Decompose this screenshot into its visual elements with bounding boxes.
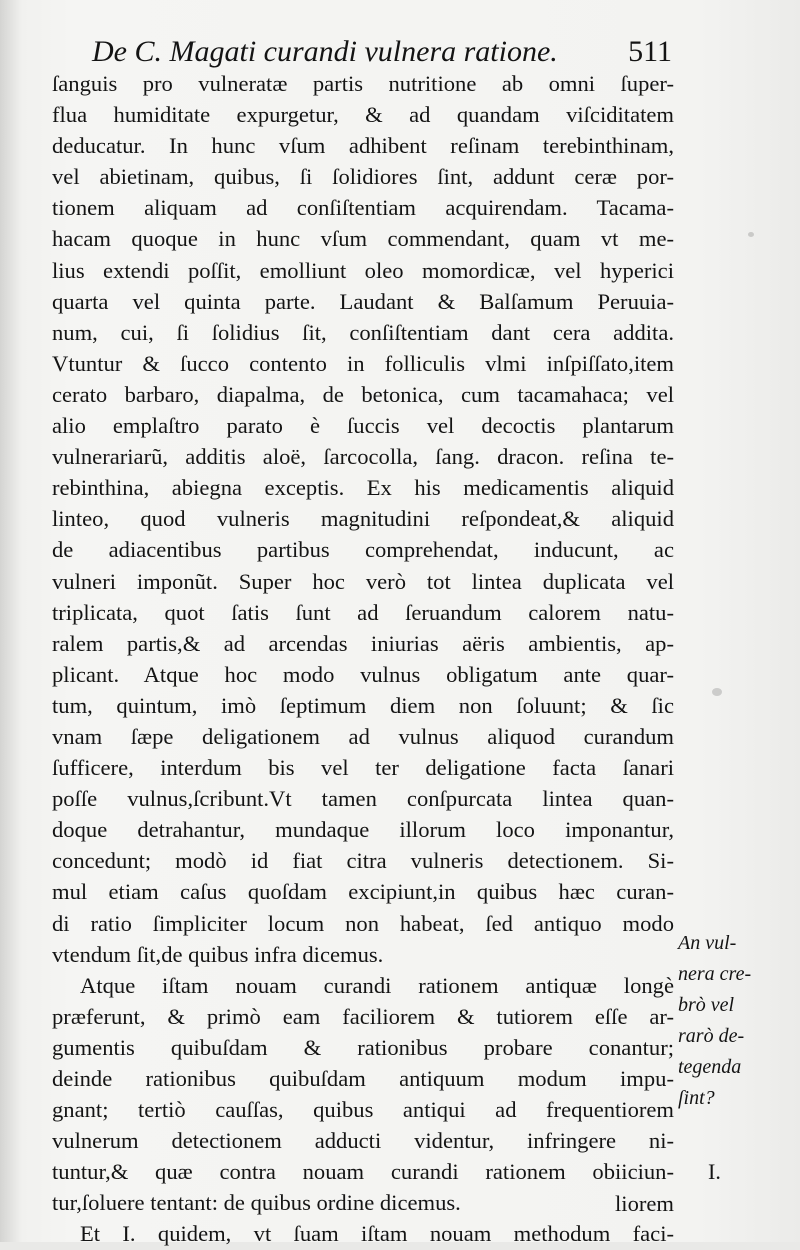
text-line: præferunt, & primò eam faciliorem & tutiorem eſſe ar- [52, 1003, 674, 1029]
text-line: deducatur. In hunc vſum adhibent reſinam terebinthinam, [52, 133, 674, 159]
margin-note-line: brò vel [678, 994, 735, 1017]
margin-note-line: tegenda [678, 1056, 742, 1079]
margin-note-line: nera cre- [678, 963, 752, 986]
text-line: Et I. quidem, vt ſuam iſtam nouam methodum faci- [80, 1221, 674, 1247]
body-text [52, 68, 674, 1250]
text-line: flua humiditate expurgetur, & ad quandam viſciditatem [52, 102, 674, 128]
section-number: I. [708, 1159, 721, 1184]
margin-note-line: An vul- [678, 932, 737, 954]
text-line: lius extendi poſſit, emolliunt oleo momordicæ, vel hyperici [52, 257, 674, 283]
text-line: concedunt; modò id fiat citra vulneris detectionem. Si- [52, 848, 674, 874]
text-line: vulnerariarũ, additis aloë, ſarcocolla, ſang. dracon. reſina te- [52, 444, 674, 470]
text-line: rebinthina, abiegna exceptis. Ex his medicamentis aliquid [52, 475, 674, 501]
text-line: tum, quintum, imò ſeptimum diem non ſoluunt; & ſic [52, 692, 674, 718]
text-line: ſufficere, interdum bis vel ter deligatione facta ſanari [52, 755, 674, 781]
text-line: de adiacentibus partibus comprehendat, inducunt, ac [52, 537, 674, 563]
margin-note-line: rarò de- [678, 1025, 745, 1048]
text-line: gnant; tertiò cauſſas, quibus antiqui ad frequentiorem [52, 1097, 674, 1123]
text-line: num, cui, ſi ſolidius ſit, conſiſtentiam dant cera addita. [52, 319, 674, 345]
text-line: deinde rationibus quibuſdam antiquum modum impu- [52, 1066, 674, 1091]
text-line: tionem aliquam ad conſiſtentiam acquirendam. Tacama- [52, 195, 674, 221]
text-line: cerato barbaro, diapalma, de betonica, cum tacamahaca; vel [52, 381, 674, 407]
running-header [92, 34, 672, 70]
text-line: vtendum ſit,de quibus infra dicemus. [52, 941, 384, 967]
text-line: tur,ſoluere tentant: de quibus ordine dicemus. [52, 1190, 461, 1216]
ink-smudge [748, 232, 754, 237]
text-line: Atque iſtam nouam curandi rationem antiquæ longè [80, 972, 674, 998]
page-number: 511 [628, 35, 672, 68]
text-line: di ratio ſimpliciter locum non habeat, ſed antiquo modo [52, 910, 674, 936]
text-line: ralem partis,& ad arcendas iniurias aëris ambientis, ap- [52, 630, 674, 656]
text-line: gumentis quibuſdam & rationibus probare conantur; [52, 1034, 674, 1060]
text-line: ſanguis pro vulneratæ partis nutritione ab omni ſuper- [52, 71, 674, 96]
text-line: mul etiam caſus quoſdam excipiunt,in quibus hæc curan- [52, 879, 674, 905]
text-line: plicant. Atque hoc modo vulnus obligatum ante quar- [52, 661, 674, 687]
catchword: liorem [615, 1191, 674, 1216]
text-line: linteo, quod vulneris magnitudini reſpondeat,& aliquid [52, 506, 674, 532]
text-line: quarta vel quinta parte. Laudant & Balſamum Peruuia- [52, 288, 674, 314]
text-line: alio emplaſtro parato è ſuccis vel decoctis plantarum [52, 413, 674, 439]
text-line: tuntur,& quæ contra nouam curandi rationem obiiciun- [52, 1159, 674, 1185]
text-line: Vtuntur & ſucco contento in folliculis vlmi inſpiſſato,item [52, 350, 674, 376]
text-line: doque detrahantur, mundaque illorum loco imponantur, [52, 817, 674, 843]
text-line: vulneri imponũt. Super hoc verò tot lintea duplicata vel [52, 568, 674, 594]
text-line: triplicata, quot ſatis ſunt ad ſeruandum calorem natu- [52, 599, 674, 625]
text-line: vel abietinam, quibus, ſi ſolidiores ſint, addunt ceræ por- [52, 164, 674, 190]
ink-smudge [712, 688, 722, 696]
margin-note-line: ſint? [678, 1087, 715, 1110]
text-line: vnam ſæpe deligationem ad vulnus aliquod curandum [52, 723, 674, 749]
margin-note [678, 928, 778, 1115]
text-line: vulnerum detectionem adducti videntur, infringere ni- [52, 1128, 674, 1154]
running-title: De C. Magati curandi vulnera ratione. [92, 35, 558, 68]
text-line: poſſe vulnus,ſcribunt.Vt tamen conſpurcata lintea quan- [52, 786, 674, 812]
text-line: hacam quoque in hunc vſum commendant, quam vt me- [52, 226, 674, 252]
